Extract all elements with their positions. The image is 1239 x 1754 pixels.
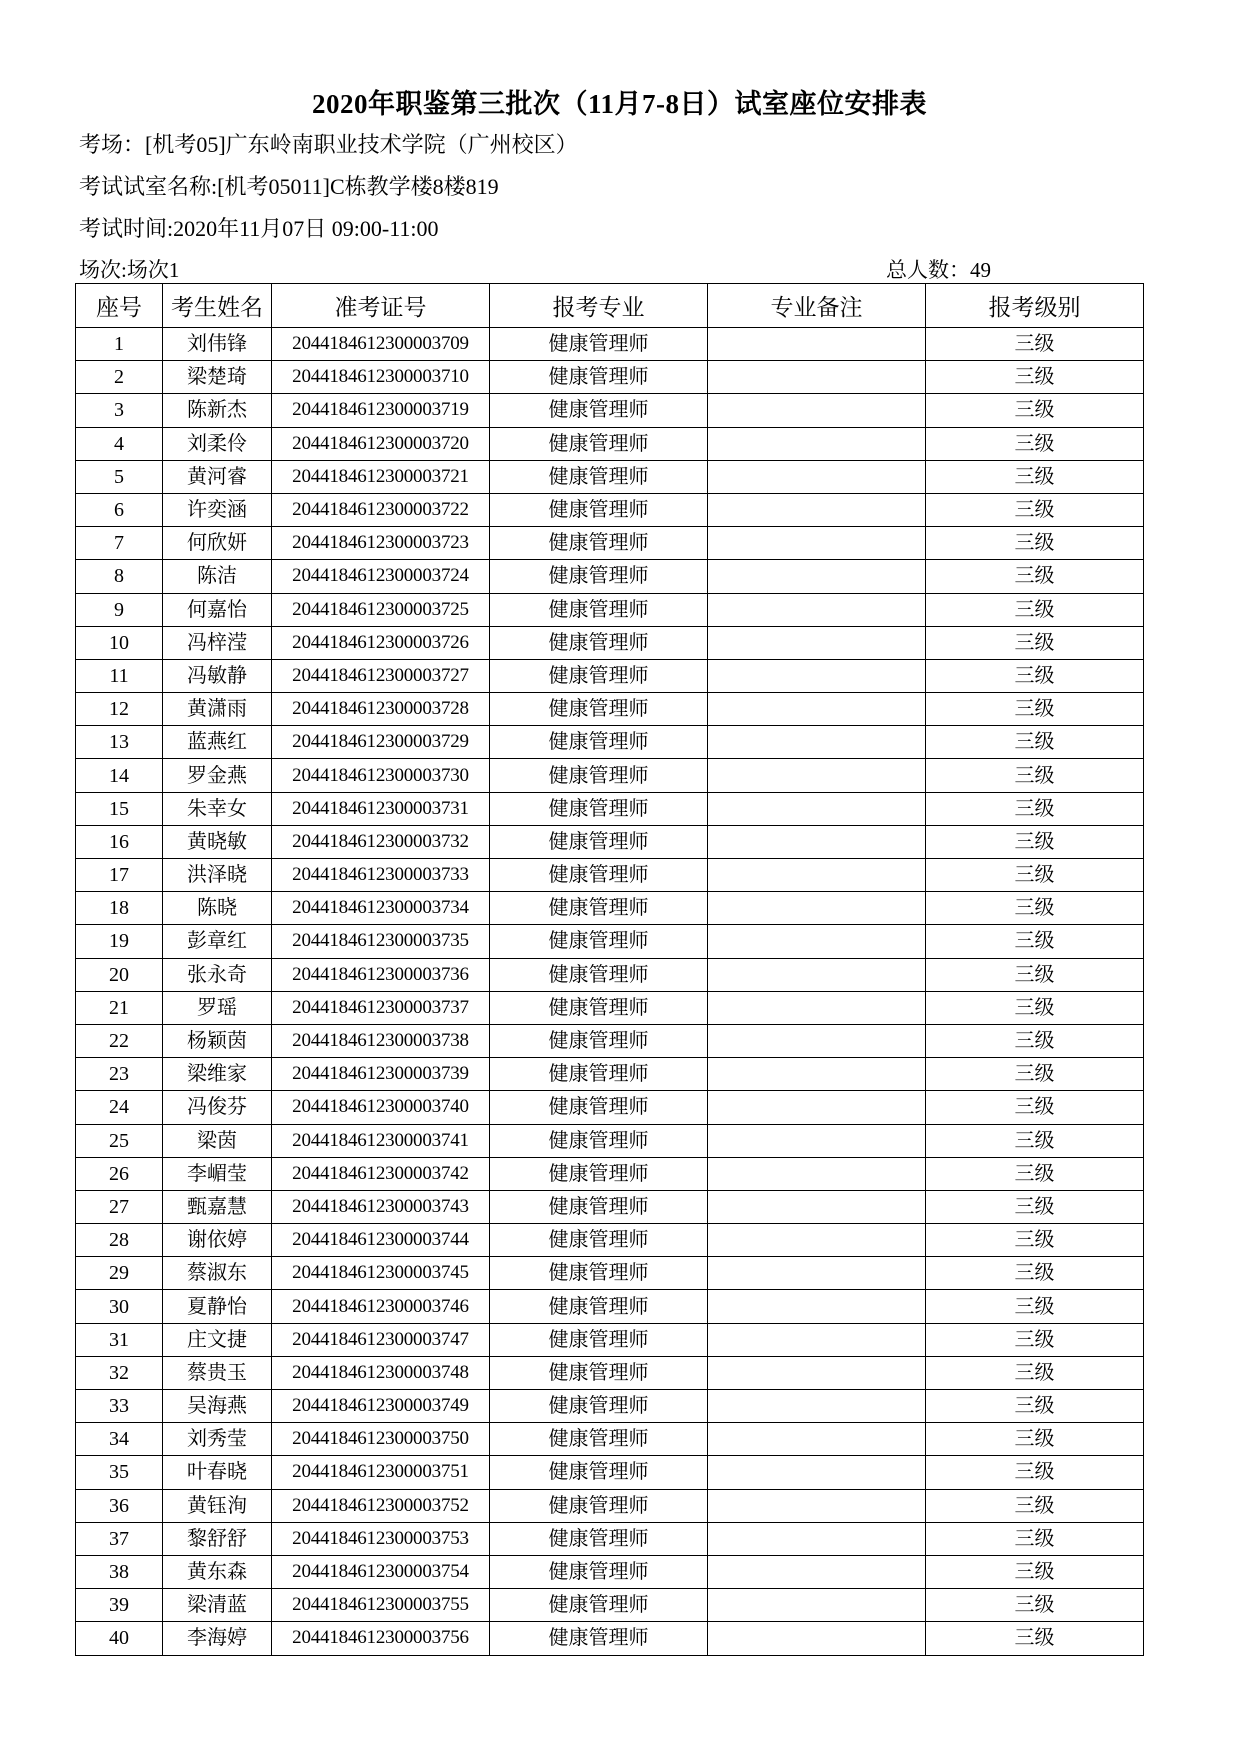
table-row xyxy=(76,361,1144,394)
candidate-name-cell: 罗瑶 xyxy=(163,991,272,1024)
candidate-name-cell: 杨颖茵 xyxy=(163,1024,272,1057)
seat-no-cell: 22 xyxy=(76,1024,163,1057)
candidate-name-cell: 许奕涵 xyxy=(163,493,272,526)
candidate-name-cell: 梁维家 xyxy=(163,1058,272,1091)
admission-no-cell: 2044184612300003722 xyxy=(272,493,490,526)
major-note-cell xyxy=(708,792,926,825)
major-cell: 健康管理师 xyxy=(490,1290,708,1323)
admission-no-cell: 2044184612300003725 xyxy=(272,593,490,626)
admission-no-cell: 2044184612300003742 xyxy=(272,1157,490,1190)
candidate-name-cell: 黄钰洵 xyxy=(163,1489,272,1522)
table-row xyxy=(76,859,1144,892)
level-cell: 三级 xyxy=(926,1356,1144,1389)
admission-no-cell: 2044184612300003754 xyxy=(272,1555,490,1588)
admission-no-cell: 2044184612300003709 xyxy=(272,328,490,361)
admission-no-cell: 2044184612300003751 xyxy=(272,1456,490,1489)
admission-no-cell: 2044184612300003753 xyxy=(272,1522,490,1555)
level-cell: 三级 xyxy=(926,328,1144,361)
table-row xyxy=(76,1423,1144,1456)
admission-no-cell: 2044184612300003733 xyxy=(272,859,490,892)
seat-no-cell: 9 xyxy=(76,593,163,626)
major-note-cell xyxy=(708,1058,926,1091)
major-cell: 健康管理师 xyxy=(490,792,708,825)
level-cell: 三级 xyxy=(926,1190,1144,1223)
admission-no-cell: 2044184612300003734 xyxy=(272,892,490,925)
major-note-cell xyxy=(708,1323,926,1356)
level-cell: 三级 xyxy=(926,1290,1144,1323)
candidate-name-cell: 何欣妍 xyxy=(163,527,272,560)
major-note-cell xyxy=(708,1589,926,1622)
level-cell: 三级 xyxy=(926,1390,1144,1423)
major-cell: 健康管理师 xyxy=(490,925,708,958)
admission-no-cell: 2044184612300003724 xyxy=(272,560,490,593)
major-cell: 健康管理师 xyxy=(490,859,708,892)
candidate-name-cell: 甄嘉慧 xyxy=(163,1190,272,1223)
seat-no-cell: 7 xyxy=(76,527,163,560)
major-cell: 健康管理师 xyxy=(490,693,708,726)
level-cell: 三级 xyxy=(926,1091,1144,1124)
seat-no-cell: 31 xyxy=(76,1323,163,1356)
candidate-name-cell: 罗金燕 xyxy=(163,759,272,792)
major-note-cell xyxy=(708,361,926,394)
seat-no-cell: 32 xyxy=(76,1356,163,1389)
document-title: 2020年职鉴第三批次（11月7-8日）试室座位安排表 xyxy=(311,89,927,119)
level-cell: 三级 xyxy=(926,892,1144,925)
candidate-name-cell: 洪泽晓 xyxy=(163,859,272,892)
major-note-cell xyxy=(708,659,926,692)
major-note-cell xyxy=(708,1290,926,1323)
seat-no-cell: 40 xyxy=(76,1622,163,1655)
major-note-cell xyxy=(708,593,926,626)
seat-no-cell: 24 xyxy=(76,1091,163,1124)
table-row xyxy=(76,1390,1144,1423)
major-note-cell xyxy=(708,1456,926,1489)
admission-no-cell: 2044184612300003747 xyxy=(272,1323,490,1356)
major-note-cell xyxy=(708,394,926,427)
level-cell: 三级 xyxy=(926,1522,1144,1555)
header-major: 报考专业 xyxy=(490,284,708,328)
major-note-cell xyxy=(708,626,926,659)
table-row xyxy=(76,1190,1144,1223)
major-cell: 健康管理师 xyxy=(490,1257,708,1290)
major-cell: 健康管理师 xyxy=(490,1622,708,1655)
admission-no-cell: 2044184612300003749 xyxy=(272,1390,490,1423)
level-cell: 三级 xyxy=(926,527,1144,560)
table-row xyxy=(76,1024,1144,1057)
seating-table xyxy=(75,283,1144,1656)
admission-no-cell: 2044184612300003752 xyxy=(272,1489,490,1522)
candidate-name-cell: 何嘉怡 xyxy=(163,593,272,626)
candidate-name-cell: 冯敏静 xyxy=(163,659,272,692)
major-cell: 健康管理师 xyxy=(490,1456,708,1489)
major-cell: 健康管理师 xyxy=(490,1589,708,1622)
table-row xyxy=(76,759,1144,792)
major-note-cell xyxy=(708,527,926,560)
candidate-name-cell: 梁楚琦 xyxy=(163,361,272,394)
level-cell: 三级 xyxy=(926,1124,1144,1157)
candidate-name-cell: 冯梓滢 xyxy=(163,626,272,659)
session-label: 场次:场次1 xyxy=(79,258,180,282)
major-cell: 健康管理师 xyxy=(490,892,708,925)
admission-no-cell: 2044184612300003727 xyxy=(272,659,490,692)
major-note-cell xyxy=(708,892,926,925)
candidate-name-cell: 刘柔伶 xyxy=(163,427,272,460)
header-candidate-name: 考生姓名 xyxy=(163,284,272,328)
admission-no-cell: 2044184612300003756 xyxy=(272,1622,490,1655)
seat-no-cell: 13 xyxy=(76,726,163,759)
candidate-name-cell: 彭章红 xyxy=(163,925,272,958)
major-cell: 健康管理师 xyxy=(490,1224,708,1257)
seat-no-cell: 28 xyxy=(76,1224,163,1257)
table-row xyxy=(76,1124,1144,1157)
table-row xyxy=(76,1290,1144,1323)
seat-no-cell: 20 xyxy=(76,958,163,991)
table-row xyxy=(76,1356,1144,1389)
candidate-name-cell: 梁茵 xyxy=(163,1124,272,1157)
major-note-cell xyxy=(708,1489,926,1522)
major-note-cell xyxy=(708,560,926,593)
candidate-name-cell: 叶春晓 xyxy=(163,1456,272,1489)
seat-no-cell: 4 xyxy=(76,427,163,460)
seat-no-cell: 35 xyxy=(76,1456,163,1489)
exam-room: 考试试室名称:[机考05011]C栋教学楼8楼819 xyxy=(79,174,499,199)
major-cell: 健康管理师 xyxy=(490,1058,708,1091)
major-note-cell xyxy=(708,825,926,858)
major-note-cell xyxy=(708,1390,926,1423)
major-cell: 健康管理师 xyxy=(490,493,708,526)
candidate-name-cell: 张永奇 xyxy=(163,958,272,991)
level-cell: 三级 xyxy=(926,361,1144,394)
level-cell: 三级 xyxy=(926,493,1144,526)
seat-no-cell: 19 xyxy=(76,925,163,958)
table-row xyxy=(76,427,1144,460)
candidate-name-cell: 黎舒舒 xyxy=(163,1522,272,1555)
major-note-cell xyxy=(708,427,926,460)
level-cell: 三级 xyxy=(926,759,1144,792)
table-row xyxy=(76,460,1144,493)
candidate-name-cell: 蓝燕红 xyxy=(163,726,272,759)
level-cell: 三级 xyxy=(926,394,1144,427)
candidate-name-cell: 庄文捷 xyxy=(163,1323,272,1356)
admission-no-cell: 2044184612300003743 xyxy=(272,1190,490,1223)
major-cell: 健康管理师 xyxy=(490,1024,708,1057)
admission-no-cell: 2044184612300003720 xyxy=(272,427,490,460)
major-cell: 健康管理师 xyxy=(490,593,708,626)
major-cell: 健康管理师 xyxy=(490,394,708,427)
admission-no-cell: 2044184612300003726 xyxy=(272,626,490,659)
admission-no-cell: 2044184612300003732 xyxy=(272,825,490,858)
major-cell: 健康管理师 xyxy=(490,659,708,692)
level-cell: 三级 xyxy=(926,427,1144,460)
table-row xyxy=(76,958,1144,991)
candidate-name-cell: 朱幸女 xyxy=(163,792,272,825)
table-row xyxy=(76,825,1144,858)
table-row xyxy=(76,1224,1144,1257)
seat-no-cell: 12 xyxy=(76,693,163,726)
seat-no-cell: 38 xyxy=(76,1555,163,1588)
admission-no-cell: 2044184612300003736 xyxy=(272,958,490,991)
level-cell: 三级 xyxy=(926,1622,1144,1655)
admission-no-cell: 2044184612300003745 xyxy=(272,1257,490,1290)
table-row xyxy=(76,560,1144,593)
admission-no-cell: 2044184612300003746 xyxy=(272,1290,490,1323)
seat-no-cell: 17 xyxy=(76,859,163,892)
level-cell: 三级 xyxy=(926,1024,1144,1057)
seat-no-cell: 16 xyxy=(76,825,163,858)
major-cell: 健康管理师 xyxy=(490,1356,708,1389)
level-cell: 三级 xyxy=(926,1323,1144,1356)
level-cell: 三级 xyxy=(926,593,1144,626)
admission-no-cell: 2044184612300003730 xyxy=(272,759,490,792)
table-row xyxy=(76,1323,1144,1356)
level-cell: 三级 xyxy=(926,1423,1144,1456)
major-note-cell xyxy=(708,460,926,493)
table-row xyxy=(76,328,1144,361)
table-row xyxy=(76,1456,1144,1489)
admission-no-cell: 2044184612300003755 xyxy=(272,1589,490,1622)
table-row xyxy=(76,892,1144,925)
exam-time: 考试时间:2020年11月07日 09:00-11:00 xyxy=(79,216,439,241)
table-row xyxy=(76,1522,1144,1555)
seat-no-cell: 25 xyxy=(76,1124,163,1157)
major-cell: 健康管理师 xyxy=(490,1190,708,1223)
major-note-cell xyxy=(708,1257,926,1290)
major-cell: 健康管理师 xyxy=(490,361,708,394)
seat-no-cell: 10 xyxy=(76,626,163,659)
table-row xyxy=(76,659,1144,692)
table-row xyxy=(76,925,1144,958)
major-note-cell xyxy=(708,726,926,759)
level-cell: 三级 xyxy=(926,693,1144,726)
level-cell: 三级 xyxy=(926,726,1144,759)
candidate-name-cell: 黄河睿 xyxy=(163,460,272,493)
admission-no-cell: 2044184612300003741 xyxy=(272,1124,490,1157)
major-note-cell xyxy=(708,925,926,958)
header-admission-no: 准考证号 xyxy=(272,284,490,328)
major-cell: 健康管理师 xyxy=(490,1489,708,1522)
major-cell: 健康管理师 xyxy=(490,991,708,1024)
level-cell: 三级 xyxy=(926,1058,1144,1091)
admission-no-cell: 2044184612300003738 xyxy=(272,1024,490,1057)
seat-no-cell: 39 xyxy=(76,1589,163,1622)
seat-no-cell: 27 xyxy=(76,1190,163,1223)
seat-no-cell: 14 xyxy=(76,759,163,792)
seat-no-cell: 29 xyxy=(76,1257,163,1290)
level-cell: 三级 xyxy=(926,560,1144,593)
major-note-cell xyxy=(708,1622,926,1655)
admission-no-cell: 2044184612300003744 xyxy=(272,1224,490,1257)
level-cell: 三级 xyxy=(926,626,1144,659)
seat-no-cell: 6 xyxy=(76,493,163,526)
candidate-name-cell: 陈洁 xyxy=(163,560,272,593)
table-row xyxy=(76,1622,1144,1655)
major-cell: 健康管理师 xyxy=(490,427,708,460)
major-cell: 健康管理师 xyxy=(490,1124,708,1157)
candidate-name-cell: 黄潇雨 xyxy=(163,693,272,726)
candidate-name-cell: 陈新杰 xyxy=(163,394,272,427)
candidate-name-cell: 冯俊芬 xyxy=(163,1091,272,1124)
major-note-cell xyxy=(708,991,926,1024)
admission-no-cell: 2044184612300003737 xyxy=(272,991,490,1024)
table-row xyxy=(76,1257,1144,1290)
table-body xyxy=(76,328,1144,1656)
level-cell: 三级 xyxy=(926,1489,1144,1522)
table-row xyxy=(76,1555,1144,1588)
level-cell: 三级 xyxy=(926,958,1144,991)
admission-no-cell: 2044184612300003721 xyxy=(272,460,490,493)
seat-no-cell: 2 xyxy=(76,361,163,394)
header-level: 报考级别 xyxy=(926,284,1144,328)
admission-no-cell: 2044184612300003739 xyxy=(272,1058,490,1091)
level-cell: 三级 xyxy=(926,792,1144,825)
major-cell: 健康管理师 xyxy=(490,1157,708,1190)
admission-no-cell: 2044184612300003723 xyxy=(272,527,490,560)
major-cell: 健康管理师 xyxy=(490,527,708,560)
table-row xyxy=(76,626,1144,659)
candidate-name-cell: 蔡淑东 xyxy=(163,1257,272,1290)
seat-no-cell: 34 xyxy=(76,1423,163,1456)
admission-no-cell: 2044184612300003735 xyxy=(272,925,490,958)
level-cell: 三级 xyxy=(926,925,1144,958)
candidate-name-cell: 黄晓敏 xyxy=(163,825,272,858)
header-seat-no: 座号 xyxy=(76,284,163,328)
seat-no-cell: 33 xyxy=(76,1390,163,1423)
candidate-name-cell: 刘伟锋 xyxy=(163,328,272,361)
major-note-cell xyxy=(708,1124,926,1157)
level-cell: 三级 xyxy=(926,460,1144,493)
level-cell: 三级 xyxy=(926,825,1144,858)
table-row xyxy=(76,1091,1144,1124)
candidate-name-cell: 蔡贵玉 xyxy=(163,1356,272,1389)
table-row xyxy=(76,693,1144,726)
table-row xyxy=(76,527,1144,560)
candidate-name-cell: 黄东森 xyxy=(163,1555,272,1588)
level-cell: 三级 xyxy=(926,1157,1144,1190)
major-cell: 健康管理师 xyxy=(490,626,708,659)
major-cell: 健康管理师 xyxy=(490,1555,708,1588)
level-cell: 三级 xyxy=(926,859,1144,892)
major-cell: 健康管理师 xyxy=(490,1390,708,1423)
seat-no-cell: 8 xyxy=(76,560,163,593)
table-row xyxy=(76,493,1144,526)
major-cell: 健康管理师 xyxy=(490,759,708,792)
major-cell: 健康管理师 xyxy=(490,958,708,991)
major-note-cell xyxy=(708,1522,926,1555)
candidate-name-cell: 夏静怡 xyxy=(163,1290,272,1323)
level-cell: 三级 xyxy=(926,1589,1144,1622)
candidate-name-cell: 吴海燕 xyxy=(163,1390,272,1423)
admission-no-cell: 2044184612300003748 xyxy=(272,1356,490,1389)
table-row xyxy=(76,1157,1144,1190)
major-note-cell xyxy=(708,1157,926,1190)
level-cell: 三级 xyxy=(926,1456,1144,1489)
major-note-cell xyxy=(708,693,926,726)
level-cell: 三级 xyxy=(926,1224,1144,1257)
major-cell: 健康管理师 xyxy=(490,460,708,493)
major-cell: 健康管理师 xyxy=(490,560,708,593)
seat-no-cell: 23 xyxy=(76,1058,163,1091)
table-row xyxy=(76,1058,1144,1091)
major-note-cell xyxy=(708,1555,926,1588)
admission-no-cell: 2044184612300003750 xyxy=(272,1423,490,1456)
table-header-row xyxy=(76,284,1144,328)
major-note-cell xyxy=(708,759,926,792)
admission-no-cell: 2044184612300003729 xyxy=(272,726,490,759)
seat-no-cell: 18 xyxy=(76,892,163,925)
major-note-cell xyxy=(708,1024,926,1057)
level-cell: 三级 xyxy=(926,659,1144,692)
candidate-name-cell: 谢依婷 xyxy=(163,1224,272,1257)
major-cell: 健康管理师 xyxy=(490,825,708,858)
exam-venue: 考场：[机考05]广东岭南职业技术学院（广州校区） xyxy=(79,132,578,157)
seat-no-cell: 26 xyxy=(76,1157,163,1190)
major-cell: 健康管理师 xyxy=(490,726,708,759)
major-note-cell xyxy=(708,328,926,361)
table-row xyxy=(76,593,1144,626)
total-count: 总人数：49 xyxy=(886,258,991,282)
seat-no-cell: 5 xyxy=(76,460,163,493)
level-cell: 三级 xyxy=(926,991,1144,1024)
candidate-name-cell: 刘秀莹 xyxy=(163,1423,272,1456)
admission-no-cell: 2044184612300003719 xyxy=(272,394,490,427)
table-row xyxy=(76,726,1144,759)
table-row xyxy=(76,991,1144,1024)
major-cell: 健康管理师 xyxy=(490,1323,708,1356)
seat-no-cell: 37 xyxy=(76,1522,163,1555)
major-cell: 健康管理师 xyxy=(490,1423,708,1456)
major-cell: 健康管理师 xyxy=(490,328,708,361)
seat-no-cell: 11 xyxy=(76,659,163,692)
table-row xyxy=(76,792,1144,825)
major-cell: 健康管理师 xyxy=(490,1091,708,1124)
major-note-cell xyxy=(708,1224,926,1257)
table-row xyxy=(76,1489,1144,1522)
candidate-name-cell: 陈晓 xyxy=(163,892,272,925)
major-note-cell xyxy=(708,1091,926,1124)
admission-no-cell: 2044184612300003710 xyxy=(272,361,490,394)
candidate-name-cell: 李嵋莹 xyxy=(163,1157,272,1190)
seat-no-cell: 21 xyxy=(76,991,163,1024)
major-note-cell xyxy=(708,859,926,892)
seat-no-cell: 36 xyxy=(76,1489,163,1522)
seat-no-cell: 30 xyxy=(76,1290,163,1323)
seat-no-cell: 15 xyxy=(76,792,163,825)
table-row xyxy=(76,1589,1144,1622)
seat-no-cell: 3 xyxy=(76,394,163,427)
seat-no-cell: 1 xyxy=(76,328,163,361)
level-cell: 三级 xyxy=(926,1555,1144,1588)
major-note-cell xyxy=(708,1356,926,1389)
admission-no-cell: 2044184612300003731 xyxy=(272,792,490,825)
major-note-cell xyxy=(708,958,926,991)
major-cell: 健康管理师 xyxy=(490,1522,708,1555)
major-note-cell xyxy=(708,1423,926,1456)
table-row xyxy=(76,394,1144,427)
candidate-name-cell: 李海婷 xyxy=(163,1622,272,1655)
major-note-cell xyxy=(708,493,926,526)
admission-no-cell: 2044184612300003728 xyxy=(272,693,490,726)
level-cell: 三级 xyxy=(926,1257,1144,1290)
header-major-note: 专业备注 xyxy=(708,284,926,328)
candidate-name-cell: 梁清蓝 xyxy=(163,1589,272,1622)
major-note-cell xyxy=(708,1190,926,1223)
admission-no-cell: 2044184612300003740 xyxy=(272,1091,490,1124)
